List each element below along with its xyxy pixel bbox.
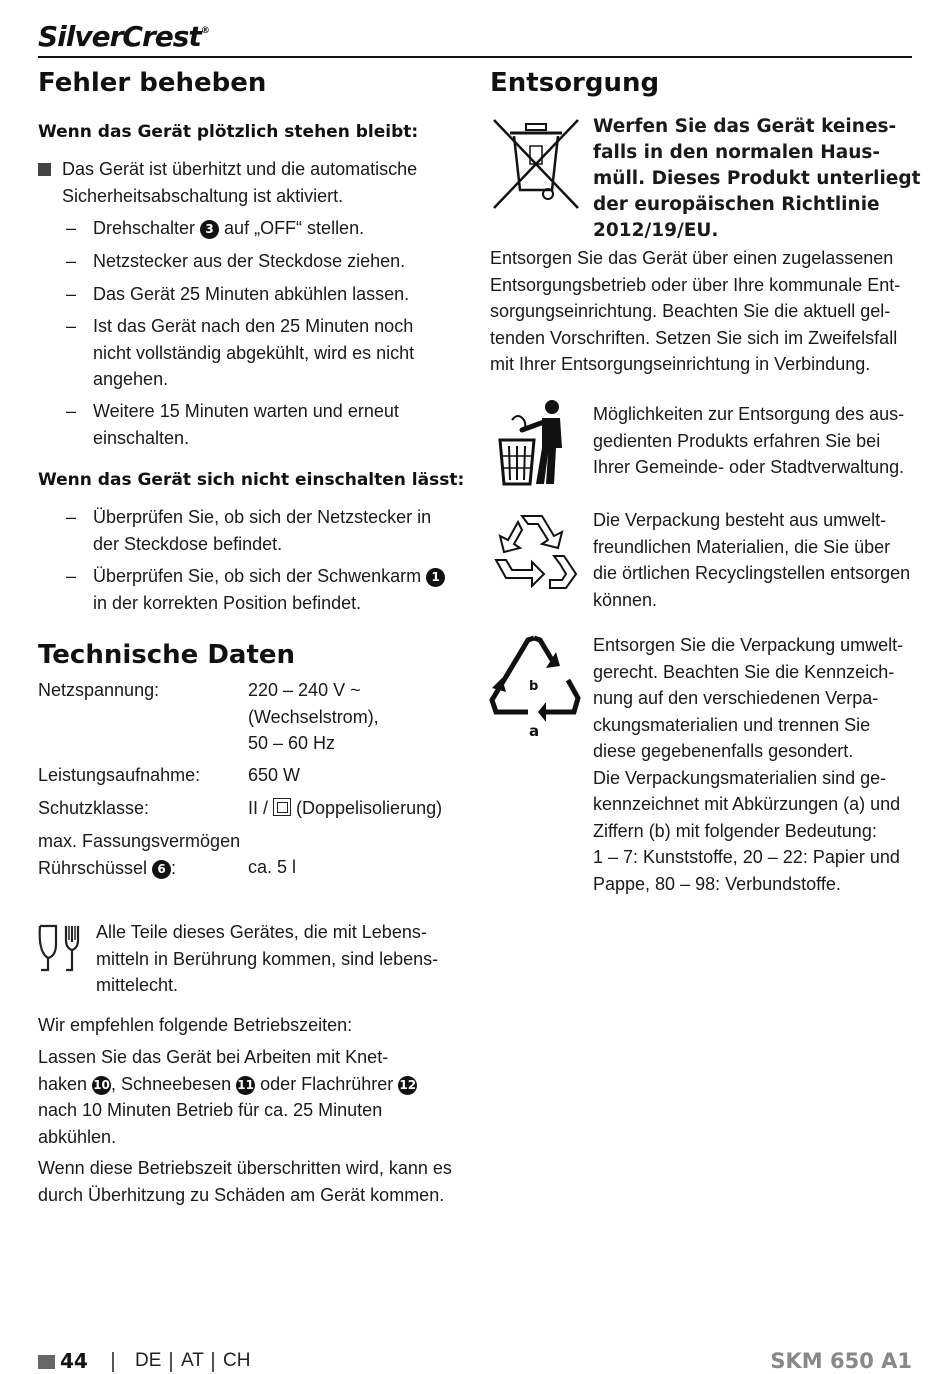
recycle-code-a: a bbox=[529, 722, 540, 740]
dash-marker: – bbox=[66, 284, 77, 304]
subheading-stops: Wenn das Gerät plötzlich stehen bleibt: bbox=[38, 122, 419, 142]
recycling-text: Die Verpackung besteht aus umwelt- freundlichen Materialien, die Sie über die örtlichen Recyclingstellen entsorgen können. bbox=[593, 510, 911, 610]
ref-number-3: 3 bbox=[200, 220, 219, 239]
footer-square bbox=[38, 1355, 55, 1369]
spec-power-value: 650 W bbox=[248, 765, 301, 785]
dash-marker: – bbox=[66, 566, 77, 586]
step-switch-off: Drehschalter 3 auf „OFF“ stellen. bbox=[93, 218, 365, 238]
step-cool: Das Gerät 25 Minuten abkühlen lassen. bbox=[93, 284, 410, 304]
double-insulation-icon bbox=[273, 798, 291, 816]
recycling-icon bbox=[492, 512, 578, 592]
page-number: 44 bbox=[60, 1349, 88, 1373]
food-safe-icon bbox=[38, 922, 84, 974]
section-heading-technical: Technische Daten bbox=[38, 640, 296, 670]
disposal-warning-bold: Werfen Sie das Gerät keines- falls in den normalen Haus- müll. Dieses Produkt unterliegt der europäischen Richtlinie 2012/19/EU. bbox=[593, 116, 921, 241]
ref-number-6: 6 bbox=[152, 860, 171, 879]
recycling-code-icon bbox=[488, 632, 582, 742]
dash-marker: – bbox=[66, 218, 77, 238]
ref-number-1: 1 bbox=[426, 568, 445, 587]
overheat-warning: Wenn diese Betriebszeit überschritten wird, kann es durch Überhitzung zu Schäden am Gerät kommen. bbox=[38, 1158, 452, 1205]
spec-capacity-value: ca. 5 l bbox=[248, 857, 297, 877]
dash-marker: – bbox=[66, 507, 77, 527]
packaging-text: Entsorgen Sie die Verpackung umwelt- gerecht. Beachten Sie die Kennzeich- nung auf den verschiedenen Verpa- ckungsmaterialien und trennen Sie diese gegebenenfalls gesondert. Die Verpackungsmaterialien sind ge- kennzeichnet mit Abkürzungen (a) und Ziffern (b) mit folgender Bedeutung: 1 – 7: Kunststoffe, 20 – 22: Papier und Pappe, 80 – 98: Verbundstoffe. bbox=[593, 635, 904, 894]
ref-number-10: 10 bbox=[92, 1076, 111, 1095]
header-rule bbox=[38, 56, 912, 58]
footer-divider bbox=[170, 1352, 172, 1372]
footer-lang-ch: CH bbox=[223, 1350, 251, 1371]
food-safe-text: Alle Teile dieses Gerätes, die mit Lebens- mitteln in Berührung kommen, sind lebens- mittelecht. bbox=[96, 922, 439, 995]
section-heading-troubleshooting: Fehler beheben bbox=[38, 68, 267, 98]
step-wait: Weitere 15 Minuten warten und erneut einschalten. bbox=[93, 401, 399, 448]
step-not-cooled: Ist das Gerät nach den 25 Minuten noch nicht vollständig abgekühlt, wird es nicht angehen. bbox=[93, 316, 415, 389]
brand-logo: SilverCrest® bbox=[38, 20, 209, 53]
footer-divider bbox=[112, 1352, 114, 1372]
rest-times-text: Lassen Sie das Gerät bei Arbeiten mit Knet- haken 10, Schneebesen 11 oder Flachrührer 12 nach 10 Minuten Betrieb für ca. 25 Minuten abkühlen. bbox=[38, 1047, 417, 1147]
crossed-bin-icon bbox=[490, 116, 582, 212]
tidyman-text: Möglichkeiten zur Entsorgung des aus- gedienten Produkts erfahren Sie bei Ihrer Gemeinde- oder Stadtverwaltung. bbox=[593, 404, 905, 477]
dash-marker: – bbox=[66, 401, 77, 421]
dash-marker: – bbox=[66, 316, 77, 336]
recommend-text: Wir empfehlen folgende Betriebszeiten: bbox=[38, 1015, 353, 1035]
spec-voltage-label: Netzspannung: bbox=[38, 680, 160, 700]
check-plug: Überprüfen Sie, ob sich der Netzstecker in der Steckdose befindet. bbox=[93, 507, 432, 554]
dash-marker: – bbox=[66, 251, 77, 271]
footer-divider bbox=[212, 1352, 214, 1372]
subheading-no-start: Wenn das Gerät sich nicht einschalten lässt: bbox=[38, 470, 465, 490]
step-unplug: Netzstecker aus der Steckdose ziehen. bbox=[93, 251, 406, 271]
disposal-paragraph: Entsorgen Sie das Gerät über einen zugelassenen Entsorgungsbetrieb oder über Ihre kommunale Ent- sorgungseinrichtung. Beachten Sie die aktuell gel- tenden Vorschriften. Setzen Sie sich im Zweifelsfall mit Ihrer Entsorgungseinrichtung in Verbindung. bbox=[490, 248, 901, 374]
footer-lang-de: DE bbox=[135, 1350, 162, 1371]
spec-voltage-value: 220 – 240 V ~ (Wechselstrom), 50 – 60 Hz bbox=[248, 680, 379, 753]
spec-power-label: Leistungsaufnahme: bbox=[38, 765, 201, 785]
bullet-overheat: Das Gerät ist überhitzt und die automatische Sicherheitsabschaltung ist aktiviert. bbox=[62, 159, 418, 206]
spec-class-label: Schutzklasse: bbox=[38, 798, 150, 818]
footer-lang-at: AT bbox=[181, 1350, 204, 1371]
model-number: SKM 650 A1 bbox=[770, 1349, 912, 1373]
ref-number-11: 11 bbox=[236, 1076, 255, 1095]
section-heading-disposal: Entsorgung bbox=[490, 68, 660, 98]
check-arm: Überprüfen Sie, ob sich der Schwenkarm 1 in der korrekten Position befindet. bbox=[93, 563, 445, 616]
recycle-code-b: b bbox=[529, 679, 539, 694]
spec-capacity-label: max. Fassungsvermögen Rührschüssel 6 : bbox=[38, 831, 241, 878]
tidyman-icon bbox=[498, 398, 570, 488]
spec-class-value: II / (Doppelisolierung) bbox=[248, 798, 443, 818]
ref-number-12: 12 bbox=[398, 1076, 417, 1095]
bullet-square bbox=[38, 163, 51, 176]
